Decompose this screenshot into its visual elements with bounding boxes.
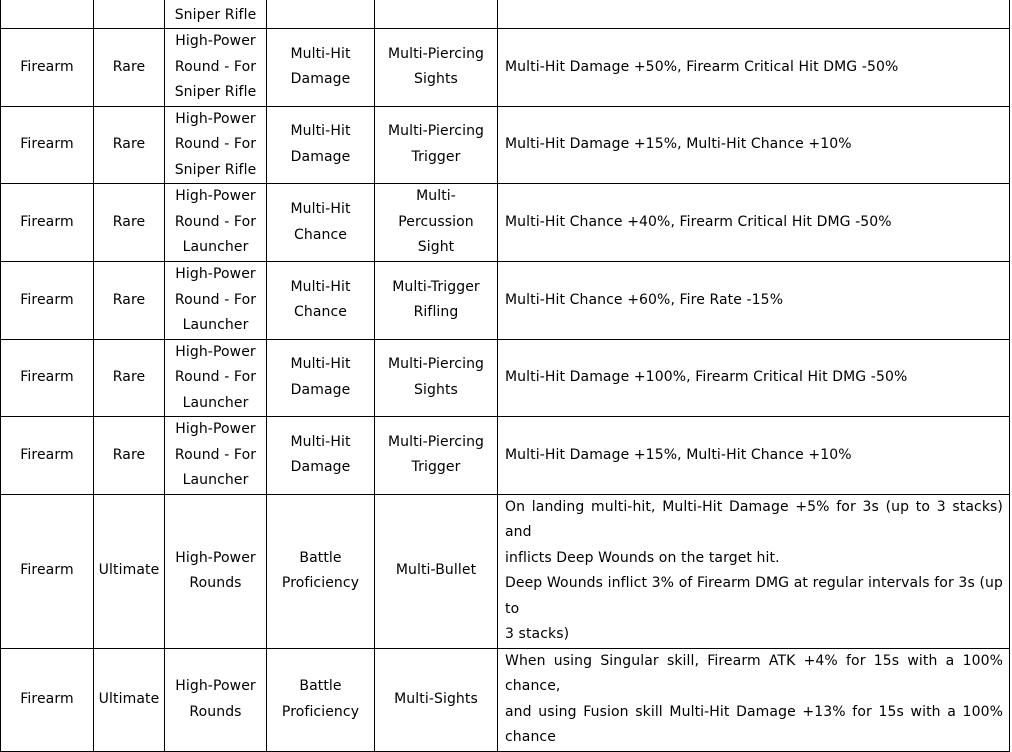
name-line: Multi-Piercing [387,45,485,62]
socket-line: Proficiency [281,575,360,591]
socket-line: Chance [293,226,347,243]
socket-line: Damage [290,459,351,476]
type-cell: Firearm [1,494,94,648]
rarity-cell: Rare [94,184,165,262]
name-line: Percussion [398,213,474,230]
effect-line: When using Singular skill, Firearm ATK +4% for 15s with a 100% chance, [505,652,1003,694]
module-line: Launcher [182,239,249,256]
rarity-cell: Ultimate [94,494,165,648]
name-cell [375,29,498,107]
name-line: Sights [414,381,458,398]
socket-cell [267,29,375,107]
table-row [1,339,1010,417]
socket-line: Damage [290,381,351,398]
rarity-cell: Rare [94,106,165,184]
table-row [1,29,1010,107]
effect-cell [498,262,1010,340]
name-line: Multi- [416,188,456,205]
socket-cell [267,184,375,262]
module-line: Rounds [189,703,242,720]
effect-cell [498,29,1010,107]
name-line: Trigger [411,459,461,476]
table-row [1,106,1010,184]
effect-cell [498,184,1010,262]
effect-line: Multi-Hit Damage +15%, Multi-Hit Chance +10% [505,136,852,152]
type-cell: Firearm [1,417,94,495]
module-cell [165,339,267,417]
name-line: Multi-Bullet [395,562,477,579]
name-cell [375,494,498,648]
socket-cell [267,339,375,417]
module-line: High-Power [175,678,256,694]
module-cell [165,29,267,107]
table-row [1,262,1010,340]
effect-line: and using Fusion skill Multi-Hit Damage +13% for 15s with a 100% chance [505,703,1003,745]
effect-line: Multi-Hit Damage +50%, Firearm Critical Hit DMG -50% [505,58,899,75]
table-row [1,184,1010,262]
module-cell [165,184,267,262]
effect-line: Deep Wounds inflict 3% of Firearm DMG at regular intervals for 3s (up to [505,575,1003,617]
effect-cell [498,0,1010,29]
effect-line: On landing multi-hit, Multi-Hit Damage +5% for 3s (up to 3 stacks) and [505,498,1003,540]
effect-line: Multi-Hit Damage +15%, Multi-Hit Chance +10% [505,446,852,463]
module-line: High-Power [175,549,256,566]
socket-line: Multi-Hit [290,201,351,217]
module-line: High-Power [175,266,256,282]
module-line: High-Power [175,343,256,360]
effect-cell [498,417,1010,495]
module-line: Round - For [174,58,257,75]
table-row [1,417,1010,495]
effect-line: Multi-Hit Chance +60%, Fire Rate -15% [505,291,784,308]
socket-line: Multi-Hit [290,123,351,140]
type-cell [1,0,94,29]
name-cell [375,339,498,417]
socket-line: Battle [299,678,342,694]
table-row [1,0,1010,29]
module-line: Sniper Rifle [174,6,257,23]
name-line: Multi-Piercing [387,123,485,140]
name-cell [375,262,498,340]
module-line: High-Power [175,421,256,437]
name-cell [375,106,498,184]
rarity-cell: Rare [94,262,165,340]
module-cell [165,0,267,29]
type-cell: Firearm [1,339,94,417]
rarity-cell: Ultimate [94,648,165,751]
module-cell [165,106,267,184]
module-line: High-Power [175,33,256,49]
name-cell [375,0,498,29]
socket-line: Multi-Hit [290,278,351,295]
name-cell [375,184,498,262]
module-line: Sniper Rifle [174,161,257,178]
module-line: Round - For [174,213,257,230]
module-line: High-Power [175,188,256,205]
socket-line: Proficiency [281,703,360,720]
socket-line: Multi-Hit [290,45,351,62]
table-row [1,648,1010,751]
rarity-cell: Rare [94,339,165,417]
name-line: Multi-Piercing [387,433,485,450]
socket-cell [267,262,375,340]
socket-cell [267,417,375,495]
module-line: Launcher [182,472,249,488]
effect-cell [498,339,1010,417]
effect-line: Multi-Hit Damage +100%, Firearm Critical Hit DMG -50% [505,369,908,385]
rarity-cell: Rare [94,29,165,107]
effect-cell [498,106,1010,184]
type-cell: Firearm [1,106,94,184]
socket-line: Multi-Hit [290,433,351,450]
module-line: Round - For [174,446,257,463]
name-line: Multi-Trigger [392,278,480,295]
module-cell [165,494,267,648]
module-line: Launcher [182,394,249,411]
module-cell [165,648,267,751]
socket-line: Battle [299,549,342,566]
rarity-cell [94,0,165,29]
name-line: Trigger [411,148,461,165]
socket-line: Damage [290,71,351,88]
type-cell: Firearm [1,184,94,262]
type-cell: Firearm [1,648,94,751]
name-line: Multi-Sights [394,690,478,707]
name-cell [375,648,498,751]
effect-line: inflicts Deep Wounds on the target hit. [505,549,780,566]
module-line: Round - For [174,291,257,308]
type-cell: Firearm [1,262,94,340]
socket-line: Multi-Hit [290,356,351,373]
module-line: Round - For [174,136,257,152]
effect-line: 3 stacks) [505,626,570,642]
socket-cell [267,106,375,184]
rarity-cell: Rare [94,417,165,495]
type-cell: Firearm [1,29,94,107]
socket-line: Chance [293,304,347,321]
name-line: Sight [417,239,455,256]
module-line: Rounds [189,575,242,591]
socket-cell [267,0,375,29]
table-row [1,494,1010,648]
socket-cell [267,648,375,751]
socket-cell [267,494,375,648]
module-cell [165,417,267,495]
module-line: High-Power [175,110,256,127]
name-cell [375,417,498,495]
effect-line: Multi-Hit Chance +40%, Firearm Critical Hit DMG -50% [505,213,892,230]
effect-cell [498,494,1010,648]
socket-line: Damage [290,148,351,165]
name-line: Multi-Piercing [387,356,485,373]
module-line: Sniper Rifle [174,84,257,100]
effect-cell [498,648,1010,751]
module-cell [165,262,267,340]
name-line: Rifling [413,304,459,321]
name-line: Sights [414,71,458,88]
module-line: Round - For [174,369,257,385]
module-line: Launcher [182,317,249,333]
